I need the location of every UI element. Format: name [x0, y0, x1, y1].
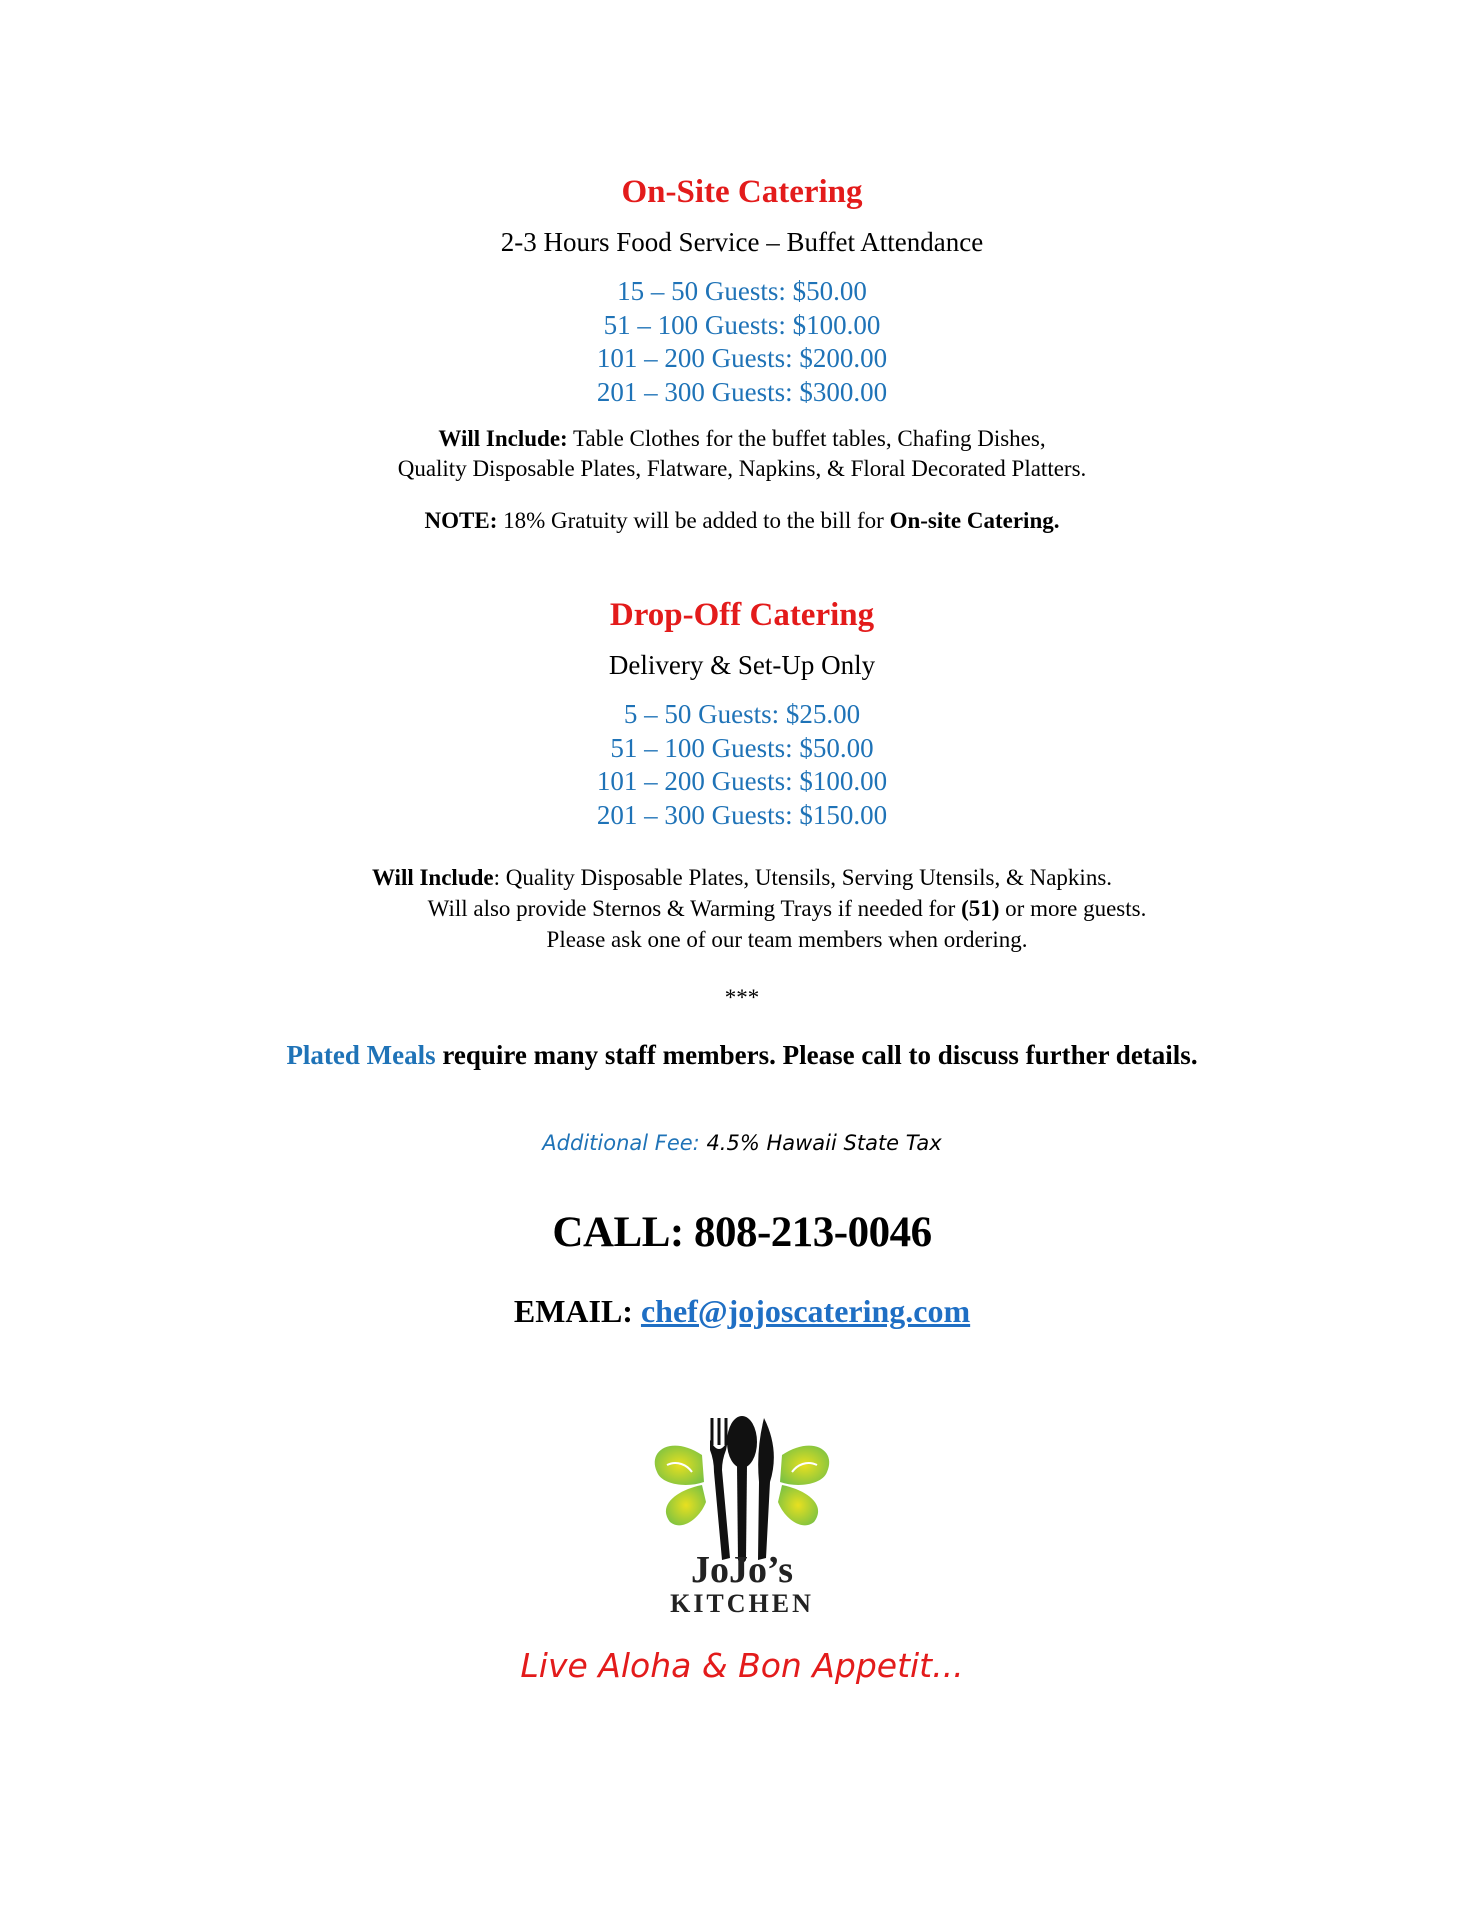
call-phone-number: CALL: 808-213-0046 — [552, 1209, 932, 1256]
dropoff-price-2: 51 – 100 Guests: $50.00 — [610, 733, 874, 763]
dropoff-price-1: 5 – 50 Guests: $25.00 — [623, 699, 861, 729]
onsite-note-label: NOTE: — [424, 508, 498, 533]
dropoff-include-line-2 — [0, 893, 1484, 924]
onsite-include-label: Will Include: — [438, 426, 568, 451]
separator: *** — [724, 985, 760, 1010]
logo-text-jojos: JoJo’s — [690, 1549, 794, 1591]
onsite-note-emphasis: On-site Catering. — [889, 508, 1060, 533]
onsite-price-4: 201 – 300 Guests: $300.00 — [596, 377, 888, 407]
onsite-include-text-1: Table Clothes for the buffet tables, Chafing Dishes, — [567, 426, 1046, 451]
onsite-subtitle: 2-3 Hours Food Service – Buffet Attendance — [500, 227, 984, 257]
logo-text-kitchen: KITCHEN — [670, 1589, 814, 1618]
onsite-price-1: 15 – 50 Guests: $50.00 — [617, 276, 867, 306]
onsite-price-2: 51 – 100 Guests: $100.00 — [603, 310, 881, 340]
plated-meals-note — [0, 1040, 1484, 1071]
dropoff-price-4: 201 – 300 Guests: $150.00 — [596, 800, 888, 830]
onsite-include-line-1 — [0, 423, 1484, 454]
dropoff-include-text-1: : Quality Disposable Plates, Utensils, Serving Utensils, & Napkins. — [493, 865, 1113, 890]
email-link[interactable]: chef@jojoscatering.com — [640, 1293, 971, 1329]
onsite-include-line-2: Quality Disposable Plates, Flatware, Napkins, & Floral Decorated Platters. — [397, 456, 1087, 481]
plated-meals-text: require many staff members. Please call to discuss further details. — [435, 1040, 1198, 1070]
onsite-heading: On-Site Catering — [621, 174, 863, 210]
additional-fee-label: Additional Fee: — [542, 1131, 700, 1155]
plated-meals-highlight: Plated Meals — [286, 1040, 436, 1070]
dropoff-price-3: 101 – 200 Guests: $100.00 — [596, 766, 888, 796]
dropoff-include-line-3: Please ask one of our team members when ordering. — [546, 927, 1028, 952]
dropoff-heading: Drop-Off Catering — [609, 597, 875, 633]
onsite-note — [0, 505, 1484, 536]
onsite-price-3: 101 – 200 Guests: $200.00 — [596, 343, 888, 373]
email-label: EMAIL: — [513, 1293, 641, 1329]
dropoff-include-text-2b: (51) — [961, 896, 1000, 921]
email-line — [0, 1293, 1484, 1330]
additional-fee — [0, 1131, 1484, 1155]
dropoff-include-text-2c: or more guests. — [999, 896, 1147, 921]
fork-spoon-knife-butterfly-icon — [655, 1416, 829, 1563]
additional-fee-text: 4.5% Hawaii State Tax — [699, 1131, 942, 1155]
onsite-note-text: 18% Gratuity will be added to the bill for — [497, 508, 890, 533]
dropoff-include-label: Will Include — [371, 865, 494, 890]
dropoff-subtitle: Delivery & Set-Up Only — [608, 650, 876, 680]
dropoff-include-text-2a: Will also provide Sternos & Warming Trays if needed for — [427, 896, 962, 921]
tagline: Live Aloha & Bon Appetit... — [520, 1646, 964, 1685]
dropoff-include-line-1 — [0, 862, 1484, 893]
jojos-kitchen-logo — [642, 1410, 842, 1620]
